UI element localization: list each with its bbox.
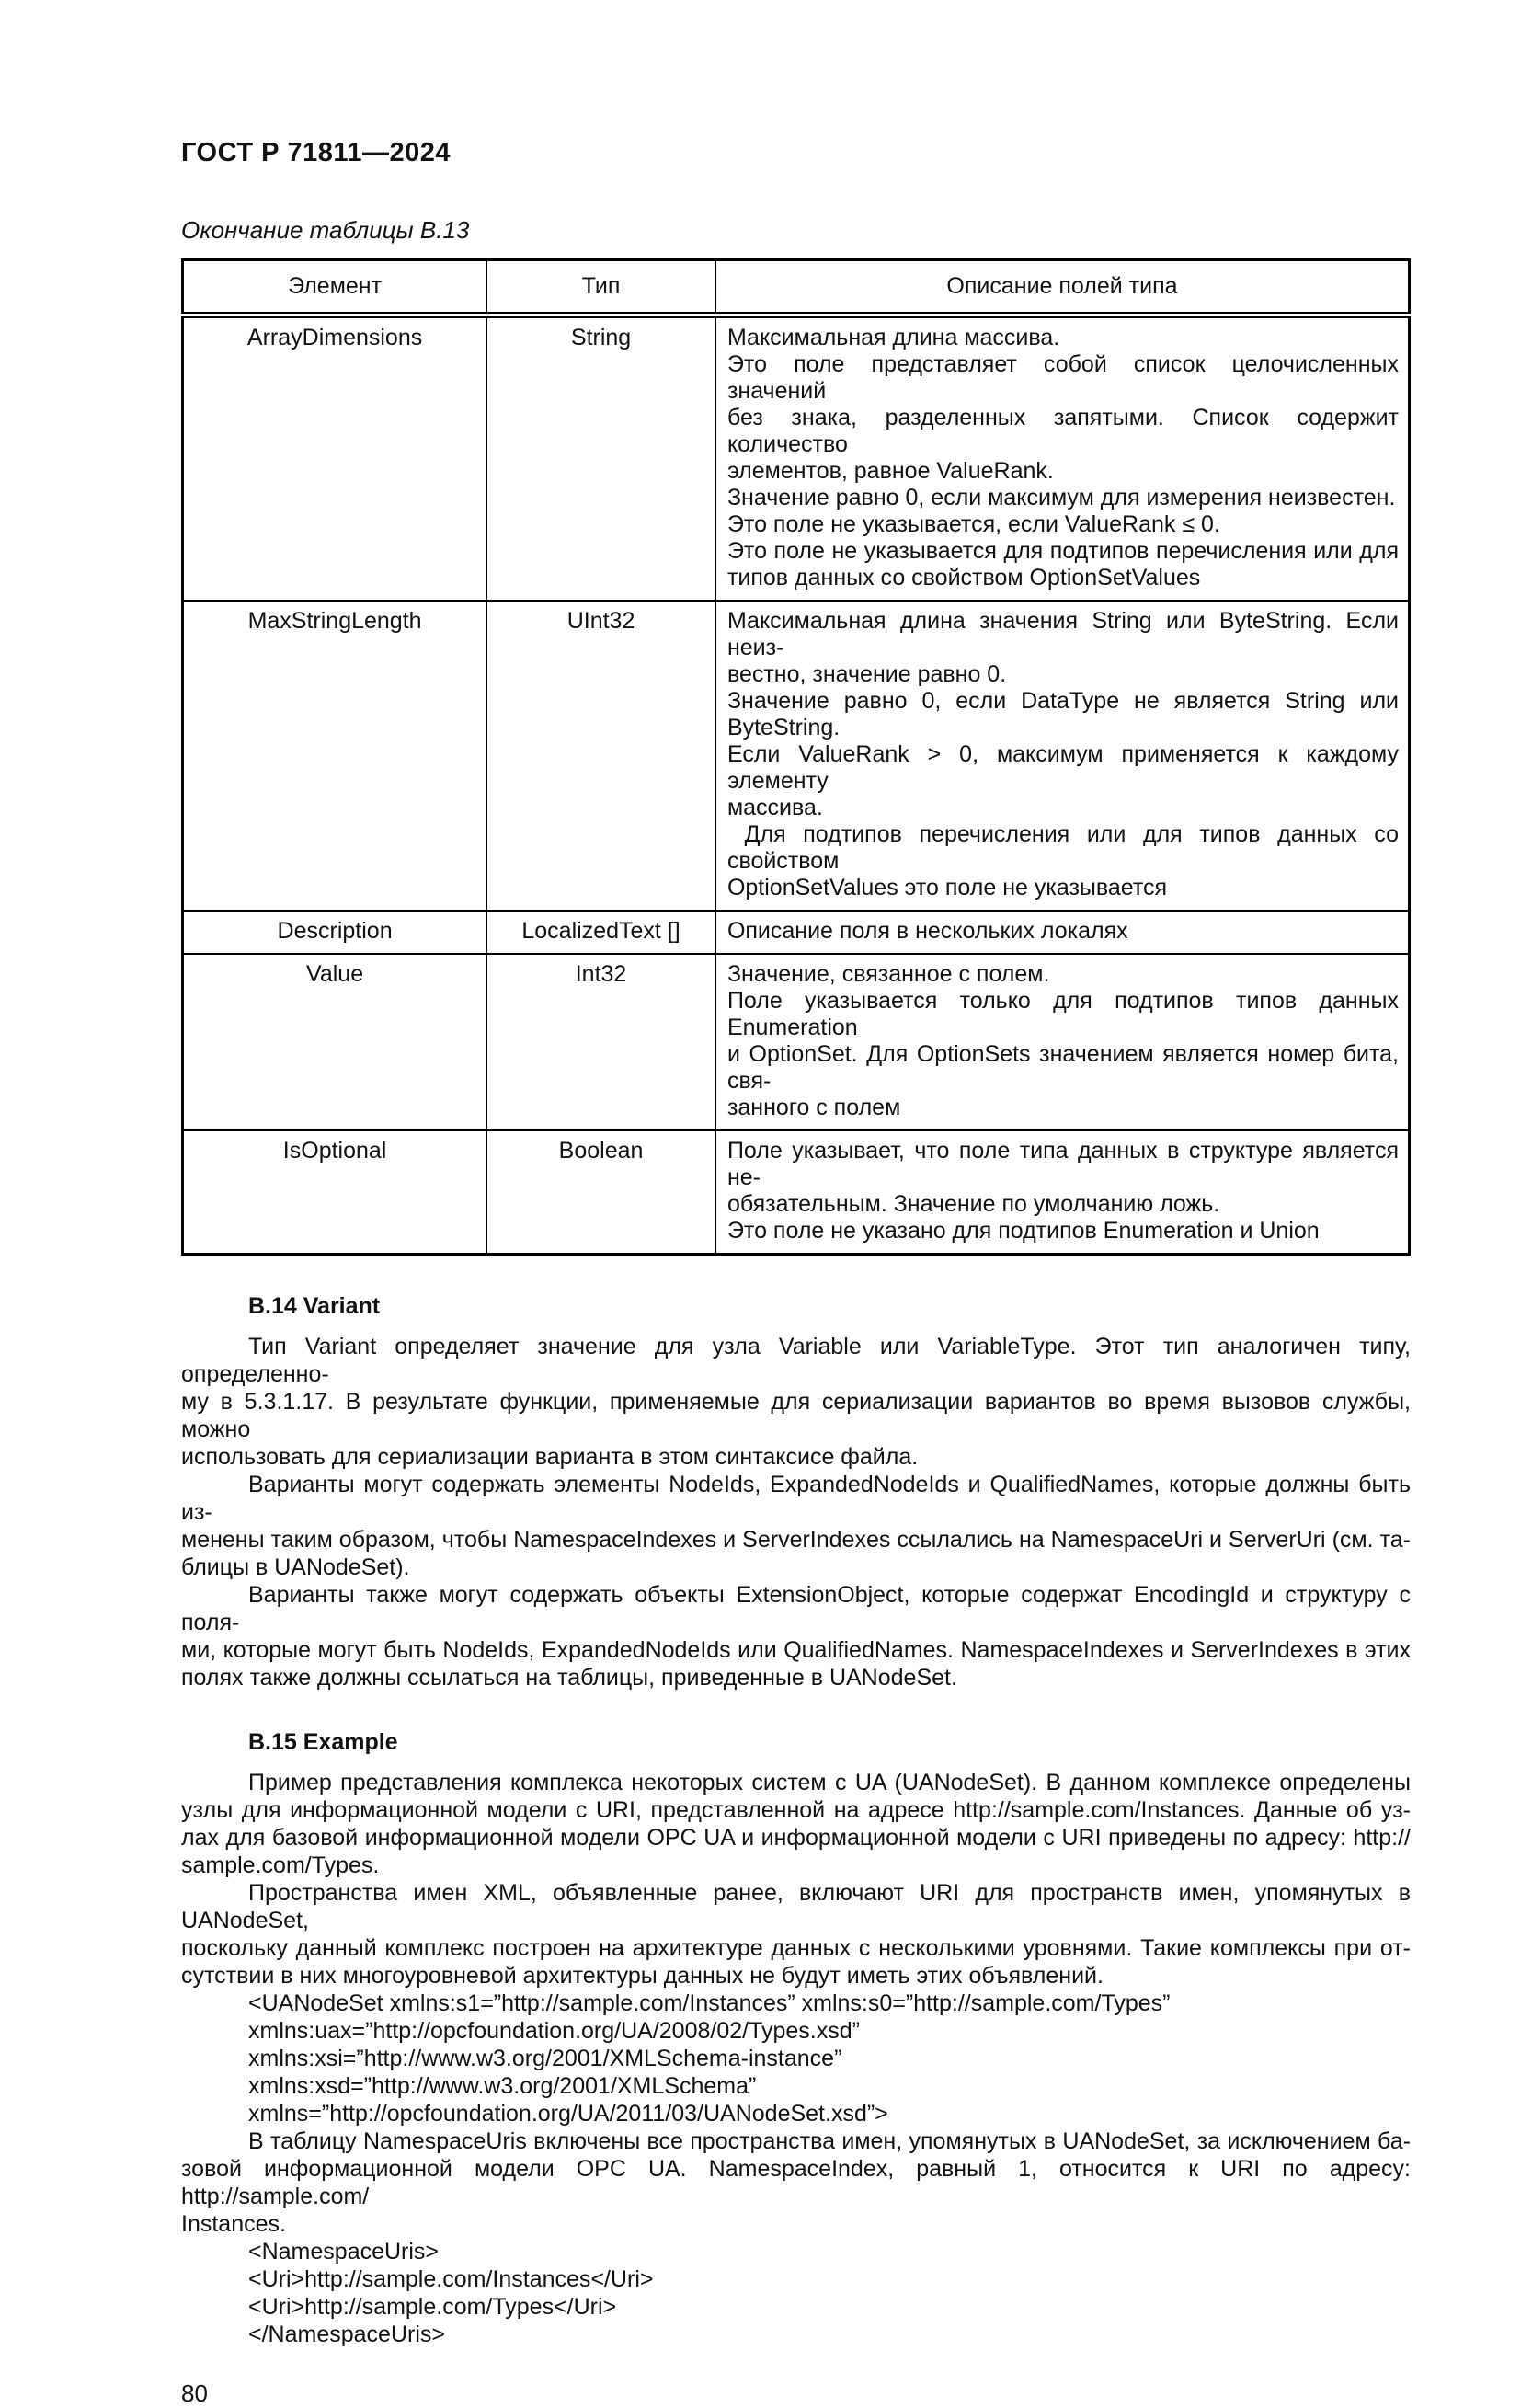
cell-description: Поле указывает, что поле типа данных в структуре является не- обязательным. Значение по умолчанию ложь. Это поле не указано для подтипов Enumeration и Union (715, 1130, 1410, 1255)
column-header-description: Описание полей типа (715, 260, 1410, 315)
paragraph: Тип Variant определяет значение для узла Variable или VariableType. Этот тип аналогичен типу, определенно- му в 5.3.1.17. В результате функции, применяемые для сериализации вариантов во время вызовов службы, можно использовать для сериализации варианта в этом синтаксисе файла. (181, 1334, 1411, 1470)
cell-element: ArrayDimensions (183, 315, 487, 602)
cell-element: MaxStringLength (183, 601, 487, 911)
paragraph: Варианты также могут содержать объекты ExtensionObject, которые содержат EncodingId и структуру с поля- ми, которые могут быть NodeIds, ExpandedNodeIds или QualifiedNames. NamespaceIndexes и ServerIndexes в этих полях также должны ссылаться на таблицы, приведенные в UANodeSet. (181, 1582, 1411, 1691)
page-number: 80 (181, 2379, 208, 2407)
xml-code-block: <UANodeSet xmlns:s1=”http://sample.com/Instances” xmlns:s0=”http://sample.com/Types” xmlns:uax=”http://opcfoundation.org/UA/2008/02/Types.xsd” xmlns:xsi=”http://www.w3.org/2001/XMLSchema-instance” xmlns:xsd=”http://www.w3.org/2001/XMLSchema” xmlns=”http://opcfoundation.org/UA/2011/03/UANodeSet.xsd”> (248, 1990, 1171, 2127)
cell-type: LocalizedText [] (486, 911, 715, 954)
xml-code-block: <NamespaceUris> <Uri>http://sample.com/Instances</Uri> <Uri>http://sample.com/Types</Uri> </NamespaceUris> (248, 2239, 654, 2347)
cell-description: Описание поля в нескольких локалях (715, 911, 1410, 954)
cell-element: Description (183, 911, 487, 954)
cell-type: UInt32 (486, 601, 715, 911)
cell-type: String (486, 315, 715, 602)
column-header-type: Тип (486, 260, 715, 315)
cell-type: Int32 (486, 954, 715, 1130)
cell-description: Максимальная длина массива. Это поле представляет собой список целочисленных значений без знака, разделенных запятыми. Список содержит количество элементов, равное ValueRank. Значение равно 0, если максимум для измерения неизвестен. Это поле не указывается, если ValueRank ≤ 0. Это поле не указывается для подтипов перечисления или для типов данных со свойством OptionSetValues (715, 315, 1410, 602)
table-row (183, 954, 1410, 1130)
body-text (181, 1292, 1411, 2348)
paragraph: Варианты могут содержать элементы NodeIds, ExpandedNodeIds и QualifiedNames, которые должны быть из- менены таким образом, чтобы NamespaceIndexes и ServerIndexes ссылались на NamespaceUri и ServerUri (см. та- блицы в UANodeSet). (181, 1472, 1411, 1580)
table-row (183, 601, 1410, 911)
table-row (183, 315, 1410, 602)
cell-description: Максимальная длина значения String или ByteString. Если неиз- вестно, значение равно 0. Значение равно 0, если DataType не является String или ByteString. Если ValueRank > 0, максимум применяется к каждому элементу массива. Для подтипов перечисления или для типов данных со свойством OptionSetValues это поле не указывается (715, 601, 1410, 911)
column-header-element: Элемент (183, 260, 487, 315)
table-header-row (183, 260, 1410, 315)
paragraph: Пространства имен XML, объявленные ранее, включают URI для пространств имен, упомянутых в UANodeSet, поскольку данный комплекс построен на архитектуре данных с несколькими уровнями. Такие комплексы при от- сутствии в них многоуровневой архитектуры данных не будут иметь этих объявлений. (181, 1880, 1411, 1989)
section-heading-b14: В.14 Variant (248, 1293, 381, 1319)
table-row (183, 1130, 1410, 1255)
table-caption: Окончание таблицы В.13 (181, 216, 470, 244)
cell-type: Boolean (486, 1130, 715, 1255)
paragraph: Пример представления комплекса некоторых систем с UA (UANodeSet). В данном комплексе определены узлы для информационной модели с URI, представленной на адресе http://sample.com/Instances. Данные об уз- лах для базовой информационной модели OPC UA и информационной модели с URI приведены по адресу: http:// sample.com/Types. (181, 1770, 1411, 1878)
cell-element: IsOptional (183, 1130, 487, 1255)
doc-header-title: ГОСТ Р 71811—2024 (181, 138, 452, 167)
paragraph: В таблицу NamespaceUris включены все пространства имен, упомянутых в UANodeSet, за исключением ба- зовой информационной модели OPC UA. NamespaceIndex, равный 1, относится к URI по адресу: http://sample.com/ Instances. (181, 2128, 1411, 2237)
section-heading-b15: В.15 Example (248, 1729, 398, 1755)
cell-description: Значение, связанное с полем. Поле указывается только для подтипов типов данных Enumeration и OptionSet. Для OptionSets значением является номер бита, свя- занного с полем (715, 954, 1410, 1130)
cell-element: Value (183, 954, 487, 1130)
data-table-b13 (181, 258, 1411, 1256)
table-row (183, 911, 1410, 954)
